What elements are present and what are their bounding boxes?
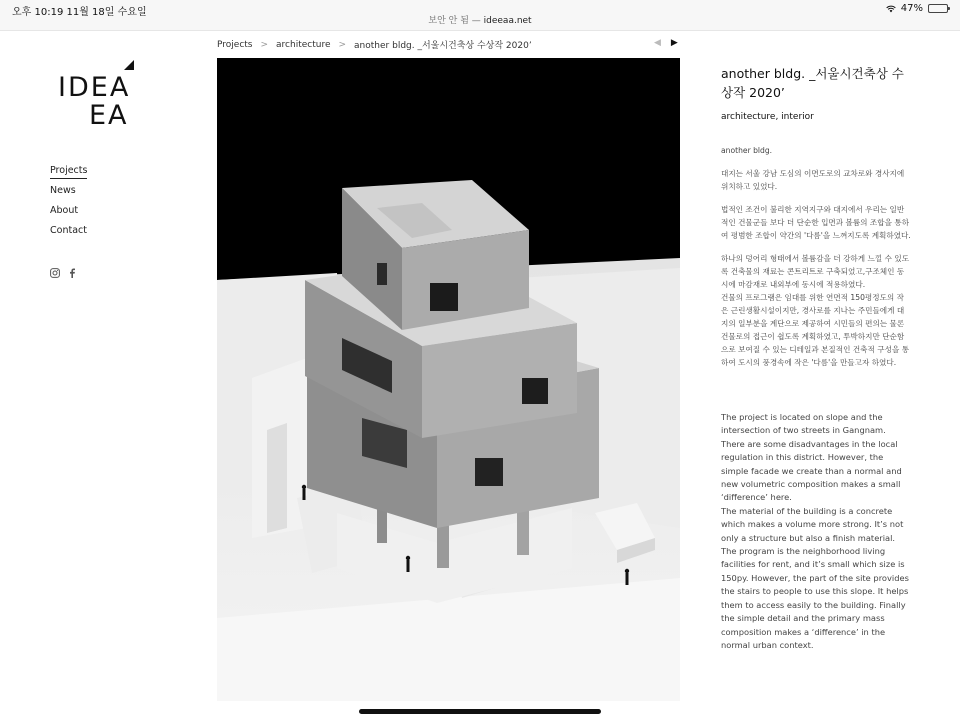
battery-percent: 47% bbox=[900, 3, 923, 14]
project-pager bbox=[654, 38, 678, 48]
en-paragraph: The project is located on slope and the intersection of two streets in Gangnam. There are some disadvantages in the local regulation in this district. However, the simple facade we create than a normal and new volumetric composition makes a small ‘difference’ here. The material of the building is a concrete which makes a volume more strong. It’s not only a structure but also a finish material. The program is the neighborhood living facilities for rent, and it’s small which size is 150py. However, the part of the site provides the stairs to people to use this slope. It helps them to access easily to the building. Finally the simple detail and the primary mass composition makes a ‘difference’ in the normal urban context. bbox=[721, 412, 909, 650]
project-image[interactable] bbox=[217, 58, 680, 701]
status-indicators bbox=[886, 3, 948, 14]
facebook-icon[interactable] bbox=[68, 263, 76, 282]
project-title: another bldg. _서울시건축상 수상작 2020’ bbox=[721, 66, 904, 100]
wifi-icon bbox=[886, 5, 896, 13]
ko-paragraph-1: another bldg. bbox=[721, 146, 773, 155]
project-description bbox=[721, 64, 911, 652]
status-bar bbox=[0, 0, 960, 31]
logo-line-2: EA bbox=[89, 100, 129, 131]
address-bar[interactable] bbox=[0, 13, 960, 26]
nav-item-about[interactable]: About bbox=[50, 205, 79, 216]
ko-paragraph-2: 대지는 서울 강남 도심의 이면도로의 교차로와 경사지에 위치하고 있었다. bbox=[721, 169, 905, 191]
chevron-right-icon: > bbox=[338, 39, 347, 50]
nav-item-contact[interactable]: Contact bbox=[50, 225, 87, 236]
chevron-right-icon: > bbox=[260, 39, 269, 50]
url-domain: ideeaa.net bbox=[483, 16, 532, 26]
architecture-model-illustration bbox=[217, 58, 680, 701]
ko-paragraph-4: 하나의 덩어리 형태에서 볼륨감을 더 강하게 느낄 수 있도록 건축물의 재료는 콘트리트로 구축되었고,구조체인 동시에 마감재로 내외부에 동시에 적용하였다. 건물의 프로그램은 임대를 위한 연면적 150평정도의 작은 근린생활시설이지만, 경사로를 지나는 주민들에게 대지의 일부분을 계단으로 제공하여 시민들의 편의는 물론 건물로의 접근이 쉽도록 계획하였고, 투박하지만 단순함으로 보여질 수 있는 디테일과 본질적인 건축적 구성을 통하여 도시의 풍경속에 작은 '다름'을 만들고자 하였다. bbox=[721, 254, 910, 367]
breadcrumb-architecture[interactable]: architecture bbox=[276, 39, 331, 50]
nav-item-news[interactable]: News bbox=[50, 185, 76, 196]
next-project-button[interactable]: ▶ bbox=[670, 38, 678, 48]
instagram-icon[interactable] bbox=[50, 263, 60, 282]
site-logo[interactable] bbox=[58, 60, 134, 130]
nav-item-projects[interactable]: Projects bbox=[50, 164, 87, 184]
logo-mark bbox=[124, 60, 134, 70]
prev-project-button[interactable]: ◀ bbox=[654, 38, 661, 48]
url-security-label: 보안 안 됨 — bbox=[428, 16, 484, 26]
ko-paragraph-3: 법적인 조건이 불리한 지역지구와 대지에서 우리는 일반적인 건물군들 보다 더 단순한 입면과 볼륨의 조합을 통하여 평범한 조합이 약간의 '다름'을 느껴지도록 계획하였다. bbox=[721, 205, 911, 240]
battery-icon bbox=[928, 4, 948, 13]
breadcrumb bbox=[217, 38, 532, 51]
home-indicator[interactable] bbox=[359, 709, 601, 714]
breadcrumb-current: another bldg. _서울시건축상 수상작 2020’ bbox=[354, 41, 532, 51]
project-category: architecture, interior bbox=[721, 112, 814, 122]
main-nav bbox=[50, 164, 87, 244]
breadcrumb-projects[interactable]: Projects bbox=[217, 39, 253, 50]
social-links bbox=[50, 263, 76, 282]
status-time: 오후 10:19 11월 18일 수요일 bbox=[12, 7, 147, 18]
logo-line-1: IDEA bbox=[58, 72, 131, 103]
